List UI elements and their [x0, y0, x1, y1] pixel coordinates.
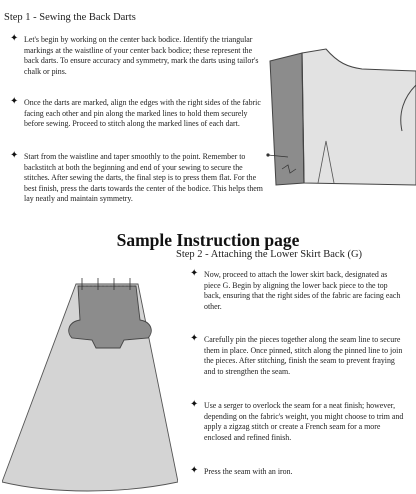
step1-bullet-2 — [10, 96, 264, 130]
step1-bullet-3 — [10, 150, 264, 205]
bullet-star-icon: ✦ — [190, 465, 199, 476]
step2-bullet-3-text: Use a serger to overlock the seam for a neat finish; however, depending on the fabric's weight, you might choose to trim and apply a zigzag stitch or create a French seam for a more enclosed and refined finish. — [204, 401, 404, 442]
bullet-star-icon: ✦ — [10, 33, 19, 44]
step1-bullet-3-text: Start from the waistline and taper smoothly to the point. Remember to backstitch at both the beginning and end of your sewing to secure the stitches. After sewing the darts, the final step is to press them flat. For the best finish, press the darts towards the center of the bodice. This helps them lay neatly and maintain symmetry. — [24, 152, 263, 204]
step2-bullet-4-text: Press the seam with an iron. — [204, 467, 293, 476]
bodice-left-panel — [270, 53, 304, 185]
step1-bullet-2-text: Once the darts are marked, align the edges with the right sides of the fabric facing each other and pin along the marked lines to hold them securely before sewing. Proceed to stitch along the marked lines of each dart. — [24, 98, 261, 129]
bodice-back-illustration — [266, 45, 416, 195]
bullet-star-icon: ✦ — [10, 150, 19, 161]
step1-bullet-1-text: Let's begin by working on the center back bodice. Identify the triangular markings at the waistline of your center back bodice; these represent the back darts. To ensure accuracy and symmetry, mark the darts using tailor's chalk or pins. — [24, 35, 259, 76]
page-title: Sample Instruction page — [116, 230, 300, 250]
step2-bullet-1 — [190, 268, 404, 312]
pin-head-icon — [266, 153, 269, 156]
step2-bullet-1-text: Now, proceed to attach the lower skirt back, designated as piece G. Begin by aligning the lower back piece to the top back, ensuring that the right sides of the fabric are facing each other. — [204, 270, 401, 311]
bullet-star-icon: ✦ — [190, 268, 199, 279]
step2-bullet-2 — [190, 333, 404, 377]
step2-heading: Step 2 - Attaching the Lower Skirt Back (G) — [176, 249, 363, 260]
bullet-star-icon: ✦ — [190, 333, 199, 344]
step2-bullet-3 — [190, 399, 404, 443]
bullet-star-icon: ✦ — [190, 399, 199, 410]
skirt-back-illustration — [2, 272, 178, 492]
bullet-star-icon: ✦ — [10, 96, 19, 107]
bodice-back-panel — [302, 49, 416, 185]
step1-heading: Step 1 - Sewing the Back Darts — [4, 12, 136, 23]
step2-bullet-4 — [190, 465, 404, 478]
step1-bullet-1 — [10, 33, 264, 77]
step2-bullet-2-text: Carefully pin the pieces together along the seam line to secure them in place. Once pinned, stitch along the pinned line to join the pieces. After stitching, finish the seam to prevent fraying and to strengthen the seam. — [204, 335, 403, 376]
